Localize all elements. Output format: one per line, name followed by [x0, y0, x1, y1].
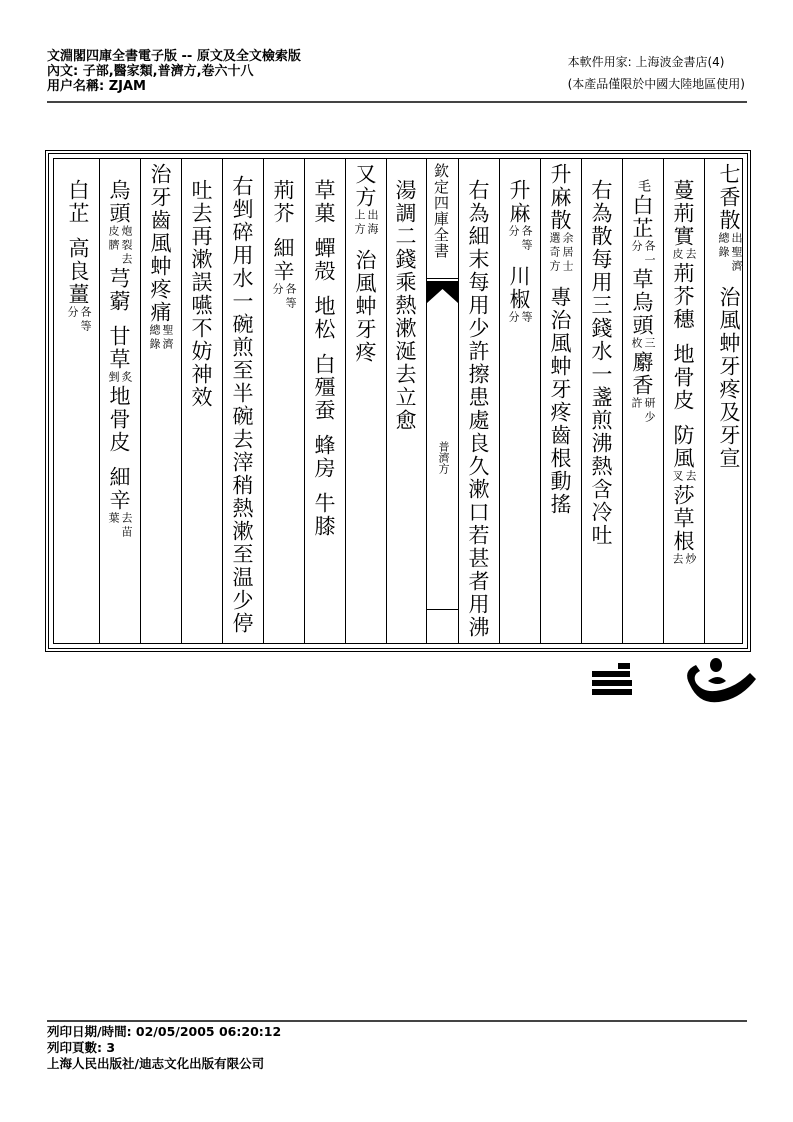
- column-text: [669, 179, 697, 567]
- text-column: [56, 159, 99, 643]
- spacer: [683, 331, 684, 343]
- main-text: 地骨皮: [671, 343, 695, 412]
- column-text: [187, 179, 215, 409]
- main-text: 白芷: [66, 179, 90, 225]
- text-column: [581, 159, 622, 643]
- spacer: [283, 225, 284, 237]
- main-text: 又方: [353, 163, 377, 209]
- main-text: 莎草根: [671, 484, 695, 553]
- main-text: 右為細末每用少許擦患處良久漱口若甚者用沸: [466, 179, 490, 639]
- text-column: [386, 159, 426, 643]
- center-strip: [426, 159, 458, 643]
- annotation-note: 去皮: [671, 248, 697, 262]
- column-text: [105, 179, 133, 540]
- column-text: [310, 179, 338, 538]
- text-column: [304, 159, 345, 643]
- main-text: 治牙齒風蚛疼痛: [148, 163, 172, 324]
- main-text: 地松: [312, 295, 336, 341]
- column-text: [391, 179, 419, 432]
- header-divider: [47, 101, 747, 103]
- main-text: 蟬殻: [312, 237, 336, 283]
- text-column: [263, 159, 304, 643]
- series-title: 欽定四庫全書: [427, 159, 458, 279]
- main-text: 七香散: [717, 163, 741, 232]
- print-datetime: 列印日期/時間: 02/05/2005 06:20:12: [47, 1024, 282, 1039]
- text-column: [704, 159, 750, 643]
- main-text: 烏頭: [107, 179, 131, 225]
- header-right: [568, 51, 745, 95]
- main-text: 芎藭: [107, 267, 131, 313]
- footer: [47, 1024, 281, 1072]
- text-column: [540, 159, 581, 643]
- annotation-note: 去叉: [671, 470, 697, 484]
- header-content-path: 內文: 子部,醫家類,普濟方,卷六十八: [47, 64, 254, 79]
- text-column: [663, 159, 704, 643]
- column-text: [546, 163, 574, 516]
- main-text: 專治風蚛牙疼齒根動搖: [548, 286, 572, 516]
- text-column: [345, 159, 386, 643]
- column-text: [464, 179, 492, 639]
- main-text: 湯調二錢乘熱漱涎去立愈: [393, 179, 417, 432]
- column-text: [715, 163, 743, 470]
- publisher: 上海人民出版社/迪志文化出版有限公司: [47, 1056, 265, 1071]
- spacer: [519, 253, 520, 265]
- annotation-note: 等分: [507, 311, 533, 325]
- column-text: [269, 179, 297, 311]
- fishtail-mark-icon: [427, 281, 458, 303]
- spacer: [729, 274, 730, 286]
- main-text: 白芷: [630, 194, 654, 240]
- main-text: 麝香: [630, 351, 654, 397]
- text-column: [458, 159, 499, 643]
- annotation-note: 去苗葉: [107, 512, 133, 540]
- main-text: 細辛: [271, 237, 295, 283]
- main-text: 地骨皮: [107, 385, 131, 454]
- text-column: [499, 159, 540, 643]
- main-text: 防風: [671, 424, 695, 470]
- main-text: 高良薑: [66, 237, 90, 306]
- text-column: [99, 159, 140, 643]
- main-text: 草菓: [312, 179, 336, 225]
- print-pages: 列印頁數: 3: [47, 1040, 116, 1055]
- annotation-note: 出聖濟總錄: [717, 232, 743, 274]
- spacer: [119, 454, 120, 466]
- annotation-note: 各一分: [630, 240, 656, 268]
- main-text: 甘草: [107, 325, 131, 371]
- spacer: [119, 313, 120, 325]
- annotation-note: 余居士選奇方: [548, 232, 574, 274]
- main-text: 荊芥穗: [671, 262, 695, 331]
- main-text: 草烏頭: [630, 268, 654, 337]
- annotation-note: 出海上方: [353, 209, 379, 237]
- annotation-note: 炙剉: [107, 371, 133, 385]
- annotation-note: 各等分: [66, 306, 92, 334]
- header-licensee: 本軟件用家: 上海波金書店(4): [567, 55, 725, 69]
- main-text: 牛膝: [312, 492, 336, 538]
- annotation-note: 炒去: [671, 553, 697, 567]
- annotation-note: 炮裂去皮臍: [107, 225, 133, 267]
- main-text: 蔓荊實: [671, 179, 695, 248]
- spacer: [365, 237, 366, 249]
- spacer: [324, 225, 325, 237]
- column-text: [228, 175, 256, 635]
- spacer: [324, 341, 325, 353]
- text-columns: [53, 158, 743, 644]
- main-text: 治風蚛牙疼及牙宣: [717, 286, 741, 470]
- main-text: 細辛: [107, 466, 131, 512]
- main-text: 白殭蚕: [312, 353, 336, 422]
- main-text: 升麻: [507, 179, 531, 225]
- column-text: [351, 163, 379, 364]
- spacer: [78, 225, 79, 237]
- main-text: 荊芥: [271, 179, 295, 225]
- column-text: [146, 163, 174, 352]
- center-divider: [427, 609, 458, 610]
- publisher-logo-icon: [590, 655, 760, 707]
- annotation-note: 聖濟總錄: [148, 324, 174, 352]
- column-text: [64, 179, 92, 334]
- annotation-note: 研少許: [630, 397, 656, 425]
- main-text: 川椒: [507, 265, 531, 311]
- annotation-note: 各等分: [271, 283, 297, 311]
- annotation-note: 三枚: [630, 337, 656, 351]
- text-column: [181, 159, 222, 643]
- column-text: [587, 179, 615, 547]
- header-left: [47, 49, 301, 94]
- main-text: 毛: [635, 179, 650, 194]
- text-column: [222, 159, 263, 643]
- column-text: [505, 179, 533, 325]
- spacer: [324, 422, 325, 434]
- text-column: [622, 159, 663, 643]
- annotation-note: 各等分: [507, 225, 533, 253]
- main-text: 吐去再漱誤嚥不妨神效: [189, 179, 213, 409]
- text-frame: [45, 150, 751, 652]
- spacer: [324, 480, 325, 492]
- header-restriction: (本產品僅限於中國大陸地區使用): [567, 77, 745, 91]
- footer-divider: [47, 1020, 747, 1022]
- header-user: 用户名稱: ZJAM: [47, 79, 146, 94]
- spacer: [560, 274, 561, 286]
- main-text: 右為散每用三錢水一盞煎沸熱含冷吐: [589, 179, 613, 547]
- main-text: 治風蚛牙疼: [353, 249, 377, 364]
- header-title: 文淵閣四庫全書電子版 -- 原文及全文檢索版: [47, 49, 301, 64]
- text-column: [140, 159, 181, 643]
- main-text: 升麻散: [548, 163, 572, 232]
- spacer: [324, 283, 325, 295]
- spacer: [683, 412, 684, 424]
- column-text: [628, 179, 656, 425]
- main-text: 右剉碎用水一碗煎至半碗去滓稍熱漱至温少停: [230, 175, 254, 635]
- main-text: 蜂房: [312, 434, 336, 480]
- book-title: 普濟方: [437, 441, 450, 474]
